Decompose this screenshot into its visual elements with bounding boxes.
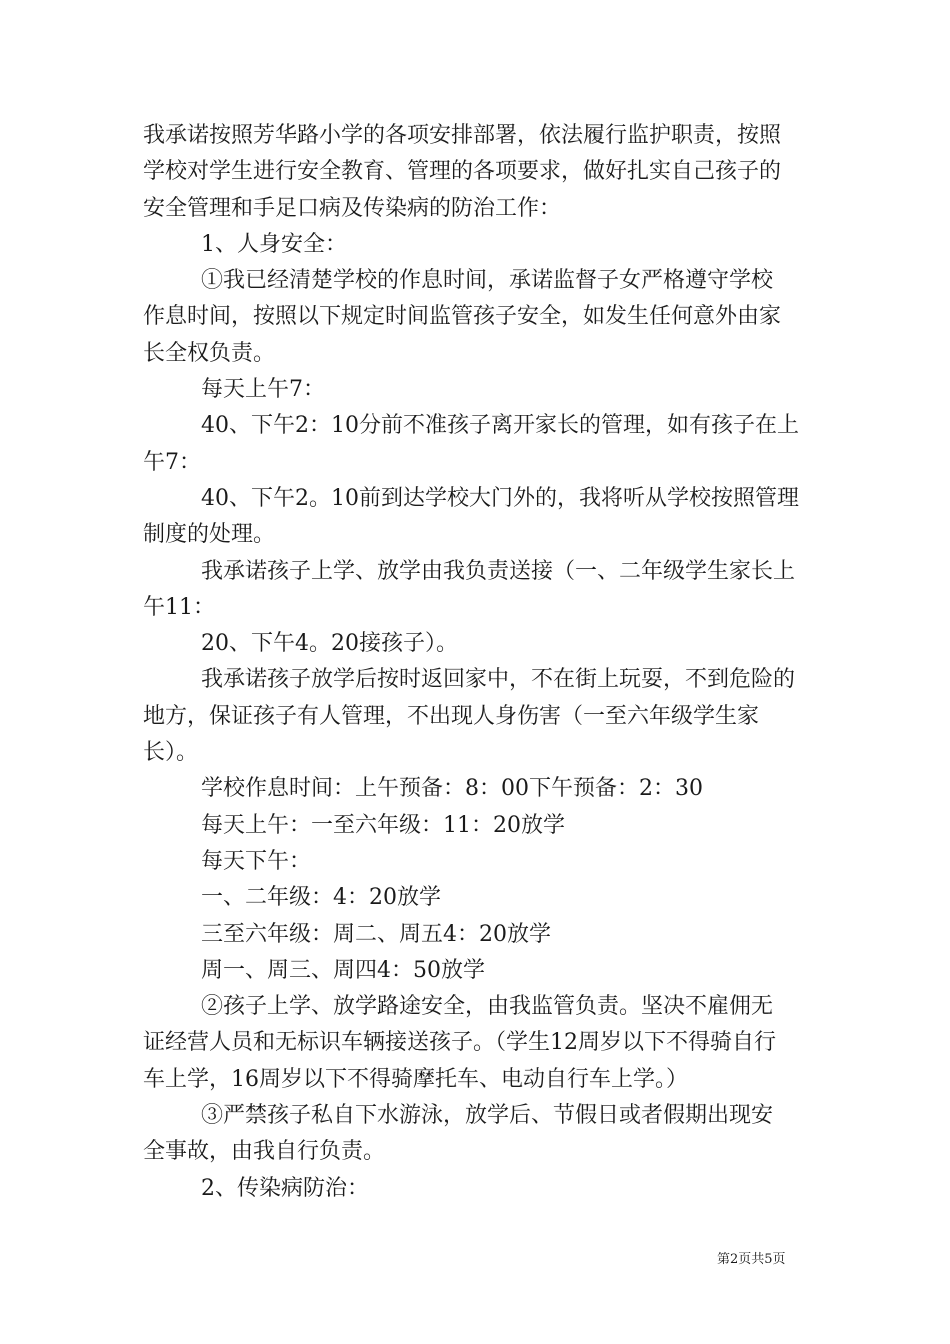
- text-line: 学校对学生进行安全教育、管理的各项要求，做好扎实自己孩子的: [143, 159, 782, 185]
- text-line: 地方，保证孩子有人管理，不出现人身伤害（一至六年级学生家: [143, 703, 760, 729]
- section-heading: 2、传染病防治：: [201, 1175, 369, 1201]
- schedule-line: 一、二年级：4：20放学: [201, 885, 441, 911]
- text-line: 40、下午2。10前到达学校大门外的，我将听从学校按照管理: [201, 485, 799, 511]
- schedule-line: 学校作息时间：上午预备：8：00下午预备：2：30: [201, 776, 703, 802]
- text-line: 证经营人员和无标识车辆接送孩子。（学生12周岁以下不得骑自行: [143, 1030, 776, 1056]
- text-line: 20、下午4。20接孩子）。: [201, 631, 458, 657]
- schedule-line: 周一、周三、周四4：50放学: [201, 957, 485, 983]
- text-line: 我承诺按照芳华路小学的各项安排部署，依法履行监护职责，按照: [143, 123, 782, 148]
- text-line: 我承诺孩子上学、放学由我负责送接（一、二年级学生家长上: [201, 558, 796, 584]
- text-line: 全事故，由我自行负责。: [143, 1139, 386, 1165]
- text-line: ③严禁孩子私自下水游泳，放学后、节假日或者假期出现安: [201, 1103, 774, 1129]
- text-line: 每天上午7：: [201, 377, 325, 403]
- text-line: 我承诺孩子放学后按时返回家中，不在街上玩耍，不到危险的: [201, 667, 796, 693]
- text-line: 长）。: [143, 740, 199, 766]
- schedule-line: 每天上午：一至六年级：11：20放学: [201, 812, 565, 838]
- text-line: 作息时间，按照以下规定时间监管孩子安全，如发生任何意外由家: [143, 304, 782, 330]
- text-line: 安全管理和手足口病及传染病的防治工作：: [143, 195, 562, 221]
- schedule-line: 每天下午：: [201, 848, 312, 874]
- section-heading: 1、人身安全：: [201, 231, 347, 257]
- text-line: 制度的处理。: [143, 522, 276, 548]
- schedule-line: 三至六年级：周二、周五4：20放学: [201, 921, 551, 947]
- text-line: ①我已经清楚学校的作息时间，承诺监督子女严格遵守学校: [201, 268, 774, 294]
- page-number-footer: 第2页共5页: [717, 1252, 786, 1267]
- text-line: ②孩子上学、放学路途安全，由我监管负责。坚决不雇佣无: [201, 994, 774, 1020]
- text-line: 长全权负责。: [143, 340, 276, 366]
- text-line: 午7：: [143, 449, 201, 475]
- text-line: 40、下午2：10分前不准孩子离开家长的管理，如有孩子在上: [201, 413, 799, 439]
- document-body: [143, 118, 813, 1207]
- text-line: 午11：: [143, 594, 215, 620]
- text-line: 车上学，16周岁以下不得骑摩托车、电动自行车上学。）: [143, 1066, 688, 1092]
